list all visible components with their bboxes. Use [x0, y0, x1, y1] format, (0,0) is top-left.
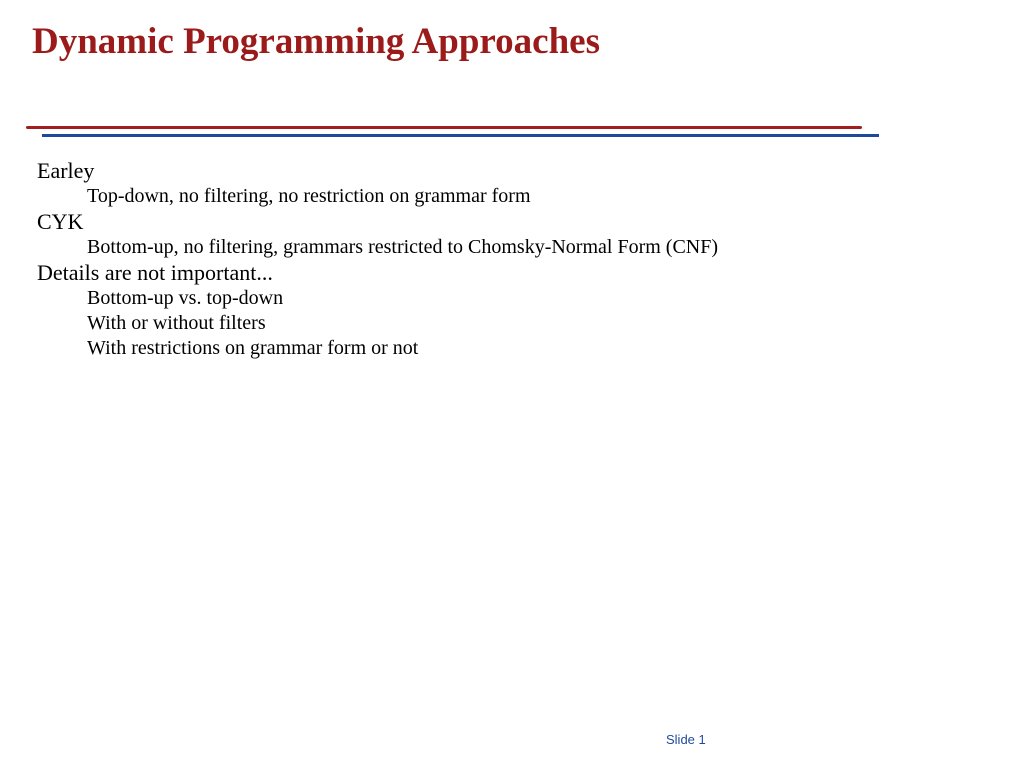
sub-bullet-filters: With or without filters	[87, 312, 266, 334]
title-underline-red	[26, 126, 862, 129]
sub-bullet-earley-description: Top-down, no filtering, no restriction on grammar form	[87, 185, 531, 207]
bullet-cyk: CYK	[37, 209, 84, 234]
slide-number: Slide 1	[666, 732, 706, 747]
sub-bullet-bottom-up-vs-top-down: Bottom-up vs. top-down	[87, 287, 284, 309]
bullet-details: Details are not important...	[37, 260, 273, 285]
bullet-earley: Earley	[37, 158, 95, 183]
title-underline-blue	[42, 134, 879, 137]
sub-bullet-cyk-description: Bottom-up, no filtering, grammars restricted to Chomsky-Normal Form (CNF)	[87, 236, 719, 258]
slide-title: Dynamic Programming Approaches	[32, 21, 601, 62]
sub-bullet-grammar-restrictions: With restrictions on grammar form or not	[87, 337, 419, 359]
slide-body	[37, 158, 997, 361]
